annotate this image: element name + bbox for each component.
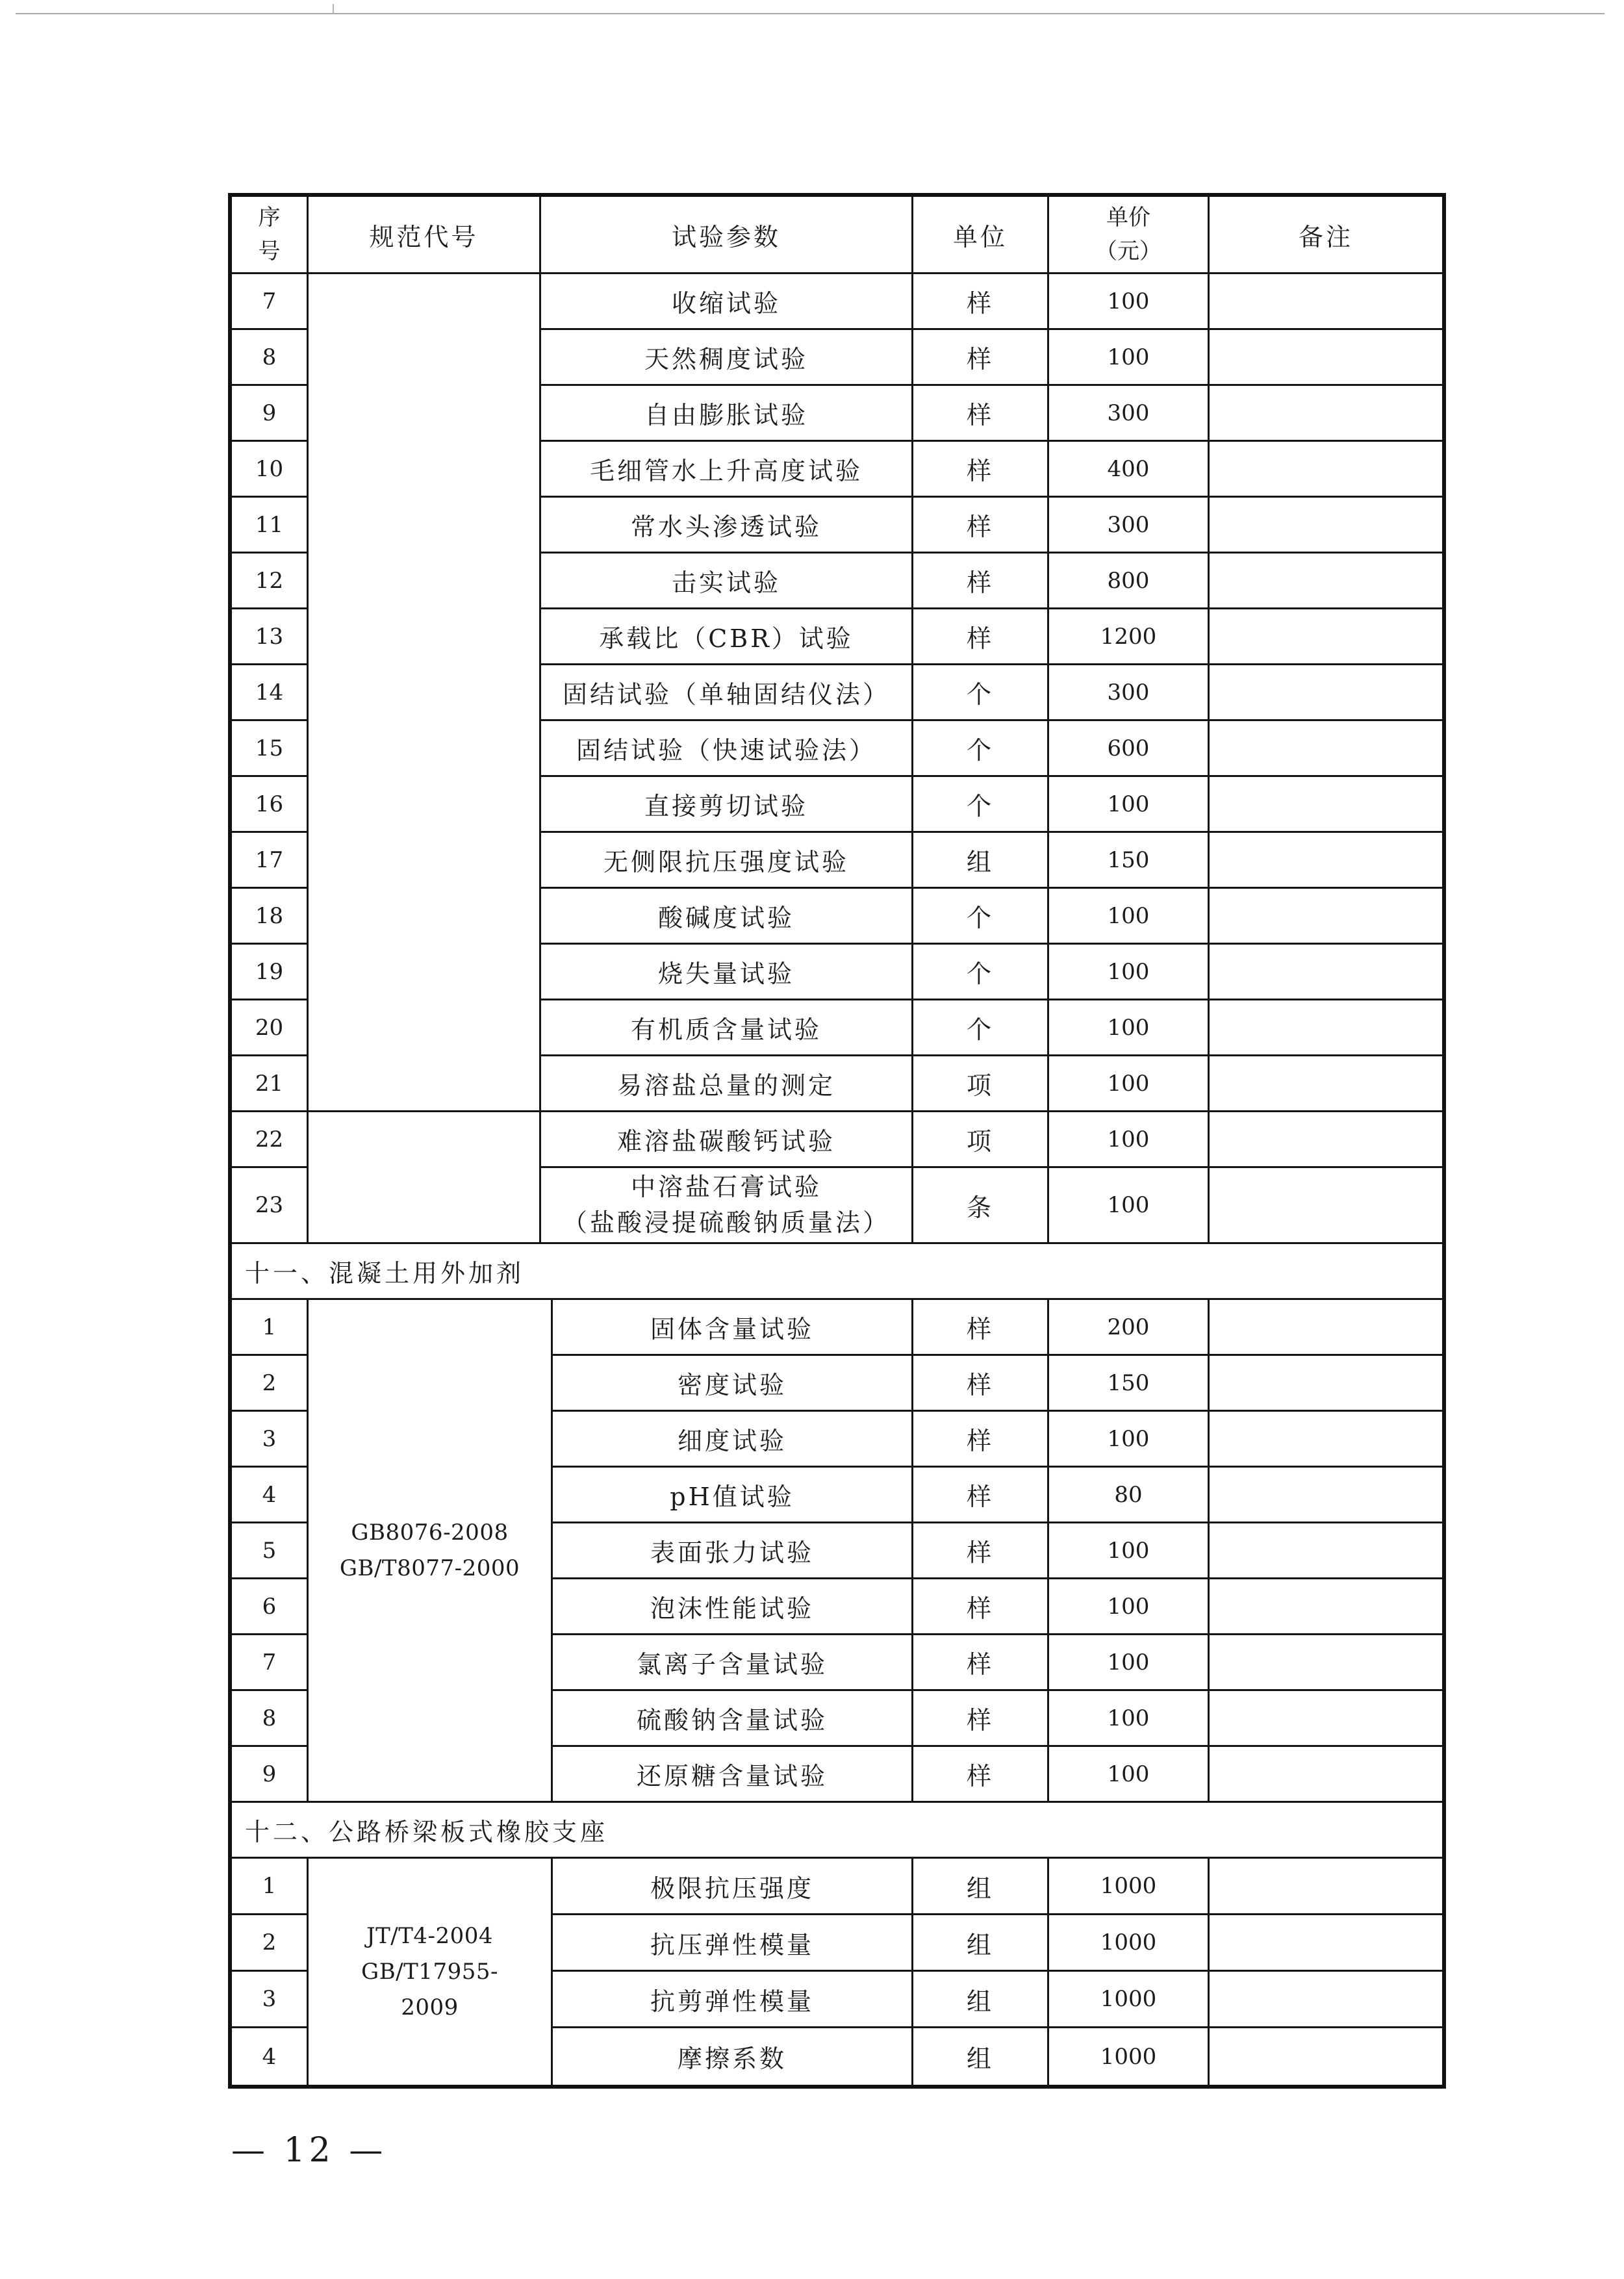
remarks-cell <box>1210 1000 1442 1056</box>
test-parameter: 摩擦系数 <box>553 2028 913 2085</box>
standard-code-cell <box>309 274 541 1112</box>
unit-price: 100 <box>1049 777 1210 833</box>
row-seq-number: 4 <box>232 2028 309 2085</box>
header-price-line: 单价 <box>1106 205 1150 231</box>
test-parameter: 难溶盐碳酸钙试验 <box>541 1112 913 1168</box>
remarks-cell <box>1210 1972 1442 2028</box>
unit-price: 200 <box>1049 1300 1210 1356</box>
unit-price: 150 <box>1049 833 1210 889</box>
test-unit: 样 <box>913 498 1049 554</box>
test-unit: 样 <box>913 1412 1049 1468</box>
row-seq-number: 2 <box>232 1915 309 1972</box>
standard-code: 2009 <box>401 1994 459 2020</box>
row-seq-number: 22 <box>232 1112 309 1168</box>
unit-price: 1000 <box>1049 1972 1210 2028</box>
remarks-cell <box>1210 386 1442 442</box>
unit-price: 80 <box>1049 1468 1210 1523</box>
section-title: 十二、公路桥梁板式橡胶支座 <box>232 1803 1442 1859</box>
unit-price: 300 <box>1049 498 1210 554</box>
row-seq-number: 18 <box>232 889 309 945</box>
table-header <box>232 197 1442 274</box>
test-unit: 个 <box>913 1000 1049 1056</box>
test-unit: 样 <box>913 1468 1049 1523</box>
unit-price: 100 <box>1049 274 1210 330</box>
row-seq-number: 9 <box>232 386 309 442</box>
test-unit: 样 <box>913 330 1049 386</box>
test-parameter: 硫酸钠含量试验 <box>553 1691 913 1747</box>
test-parameter: 酸碱度试验 <box>541 889 913 945</box>
remarks-cell <box>1210 777 1442 833</box>
row-seq-number: 2 <box>232 1356 309 1412</box>
row-seq-number: 7 <box>232 1635 309 1691</box>
header-unit: 单位 <box>913 197 1049 274</box>
unit-price: 100 <box>1049 1112 1210 1168</box>
test-parameter: 氯离子含量试验 <box>553 1635 913 1691</box>
row-seq-number: 16 <box>232 777 309 833</box>
header-unit-price <box>1049 197 1210 274</box>
unit-price: 600 <box>1049 721 1210 777</box>
table-row <box>232 1300 1442 1356</box>
remarks-cell <box>1210 1635 1442 1691</box>
row-seq-number: 20 <box>232 1000 309 1056</box>
test-parameter: 收缩试验 <box>541 274 913 330</box>
test-parameter: 自由膨胀试验 <box>541 386 913 442</box>
test-parameter: 还原糖含量试验 <box>553 1747 913 1803</box>
test-unit: 组 <box>913 1915 1049 1972</box>
row-seq-number: 3 <box>232 1972 309 2028</box>
remarks-cell <box>1210 1356 1442 1412</box>
test-unit: 组 <box>913 1859 1049 1915</box>
test-unit: 样 <box>913 1579 1049 1635</box>
test-fee-table <box>228 193 1446 2089</box>
row-seq-number: 9 <box>232 1747 309 1803</box>
test-unit: 样 <box>913 1523 1049 1579</box>
table-row <box>232 1112 1442 1168</box>
test-parameter: 抗压弹性模量 <box>553 1915 913 1972</box>
test-parameter: 有机质含量试验 <box>541 1000 913 1056</box>
unit-price: 400 <box>1049 442 1210 498</box>
table-block-admixtures <box>232 1244 1442 1803</box>
unit-price: 100 <box>1049 1579 1210 1635</box>
unit-price: 100 <box>1049 1000 1210 1056</box>
unit-price: 150 <box>1049 1356 1210 1412</box>
scan-edge-tick <box>333 4 334 14</box>
unit-price: 100 <box>1049 1747 1210 1803</box>
unit-price: 1000 <box>1049 1859 1210 1915</box>
row-seq-number: 23 <box>232 1168 309 1244</box>
test-parameter <box>541 1168 913 1244</box>
remarks-cell <box>1210 889 1442 945</box>
remarks-cell <box>1210 609 1442 665</box>
remarks-cell <box>1210 721 1442 777</box>
remarks-cell <box>1210 274 1442 330</box>
page-number: — 12 — <box>231 2131 387 2170</box>
row-seq-number: 8 <box>232 1691 309 1747</box>
unit-price: 100 <box>1049 1056 1210 1112</box>
test-parameter: 抗剪弹性模量 <box>553 1972 913 2028</box>
remarks-cell <box>1210 1468 1442 1523</box>
test-unit: 个 <box>913 665 1049 721</box>
test-parameter: 密度试验 <box>553 1356 913 1412</box>
row-seq-number: 1 <box>232 1859 309 1915</box>
unit-price: 100 <box>1049 1412 1210 1468</box>
standard-code: GB/T8077-2000 <box>339 1555 520 1581</box>
test-parameter: 固结试验（单轴固结仪法） <box>541 665 913 721</box>
standard-code: JT/T4-2004 <box>366 1922 494 1949</box>
test-unit: 个 <box>913 889 1049 945</box>
unit-price: 100 <box>1049 945 1210 1000</box>
header-seq-line: 号 <box>258 238 281 264</box>
table-body <box>232 274 1442 1244</box>
test-unit: 样 <box>913 1356 1049 1412</box>
section-title: 十一、混凝土用外加剂 <box>232 1244 1442 1300</box>
section-title-row <box>232 1803 1442 1859</box>
unit-price: 100 <box>1049 1691 1210 1747</box>
table-block-continued <box>232 197 1442 1244</box>
unit-price: 300 <box>1049 386 1210 442</box>
row-seq-number: 14 <box>232 665 309 721</box>
test-unit: 样 <box>913 1747 1049 1803</box>
row-seq-number: 6 <box>232 1579 309 1635</box>
unit-price: 100 <box>1049 1168 1210 1244</box>
test-parameter: 无侧限抗压强度试验 <box>541 833 913 889</box>
unit-price: 100 <box>1049 889 1210 945</box>
test-unit: 样 <box>913 554 1049 609</box>
remarks-cell <box>1210 1859 1442 1915</box>
test-unit: 个 <box>913 777 1049 833</box>
test-parameter: 天然稠度试验 <box>541 330 913 386</box>
unit-price: 800 <box>1049 554 1210 609</box>
table-header-row <box>232 197 1442 274</box>
remarks-cell <box>1210 1112 1442 1168</box>
standard-code-cell <box>309 1859 553 2085</box>
remarks-cell <box>1210 442 1442 498</box>
row-seq-number: 1 <box>232 1300 309 1356</box>
test-parameter: 易溶盐总量的测定 <box>541 1056 913 1112</box>
row-seq-number: 15 <box>232 721 309 777</box>
row-seq-number: 21 <box>232 1056 309 1112</box>
standard-code-cell <box>309 1300 553 1803</box>
table-row <box>232 274 1442 330</box>
row-seq-number: 3 <box>232 1412 309 1468</box>
test-unit: 样 <box>913 1691 1049 1747</box>
test-unit: 样 <box>913 274 1049 330</box>
section-title-row <box>232 1244 1442 1300</box>
remarks-cell <box>1210 1300 1442 1356</box>
test-parameter-line: （盐酸浸提硫酸钠质量法） <box>562 1208 890 1237</box>
row-seq-number: 7 <box>232 274 309 330</box>
standard-code: GB8076-2008 <box>351 1519 509 1546</box>
table-block-bearings <box>232 1803 1442 2085</box>
remarks-cell <box>1210 554 1442 609</box>
remarks-cell <box>1210 498 1442 554</box>
row-seq-number: 19 <box>232 945 309 1000</box>
header-test-parameter: 试验参数 <box>541 197 913 274</box>
test-unit: 项 <box>913 1112 1049 1168</box>
test-unit: 条 <box>913 1168 1049 1244</box>
row-seq-number: 11 <box>232 498 309 554</box>
test-parameter: 固结试验（快速试验法） <box>541 721 913 777</box>
unit-price: 1200 <box>1049 609 1210 665</box>
test-unit: 样 <box>913 442 1049 498</box>
test-unit: 个 <box>913 945 1049 1000</box>
header-standard-code: 规范代号 <box>309 197 541 274</box>
test-unit: 样 <box>913 1635 1049 1691</box>
test-parameter: 泡沫性能试验 <box>553 1579 913 1635</box>
table-body <box>232 1244 1442 1803</box>
standard-code-cell <box>309 1112 541 1244</box>
remarks-cell <box>1210 330 1442 386</box>
test-unit: 项 <box>913 1056 1049 1112</box>
unit-price: 100 <box>1049 1635 1210 1691</box>
table-row <box>232 1859 1442 1915</box>
header-seq-line: 序 <box>258 205 281 231</box>
row-seq-number: 10 <box>232 442 309 498</box>
row-seq-number: 12 <box>232 554 309 609</box>
remarks-cell <box>1210 1691 1442 1747</box>
header-price-line: （元） <box>1095 238 1161 264</box>
remarks-cell <box>1210 833 1442 889</box>
row-seq-number: 5 <box>232 1523 309 1579</box>
remarks-cell <box>1210 945 1442 1000</box>
remarks-cell <box>1210 1579 1442 1635</box>
test-parameter: 表面张力试验 <box>553 1523 913 1579</box>
remarks-cell <box>1210 1412 1442 1468</box>
header-seq-number <box>232 197 309 274</box>
remarks-cell <box>1210 665 1442 721</box>
remarks-cell <box>1210 2028 1442 2085</box>
unit-price: 100 <box>1049 330 1210 386</box>
test-unit: 组 <box>913 1972 1049 2028</box>
test-unit: 个 <box>913 721 1049 777</box>
test-parameter: 毛细管水上升高度试验 <box>541 442 913 498</box>
unit-price: 1000 <box>1049 2028 1210 2085</box>
row-seq-number: 13 <box>232 609 309 665</box>
remarks-cell <box>1210 1056 1442 1112</box>
scan-edge-line <box>16 13 1605 14</box>
table-body <box>232 1803 1442 2085</box>
test-unit: 样 <box>913 386 1049 442</box>
test-parameter: 承载比（CBR）试验 <box>541 609 913 665</box>
test-parameter: 常水头渗透试验 <box>541 498 913 554</box>
unit-price: 300 <box>1049 665 1210 721</box>
remarks-cell <box>1210 1915 1442 1972</box>
remarks-cell <box>1210 1168 1442 1244</box>
test-unit: 组 <box>913 2028 1049 2085</box>
test-unit: 样 <box>913 609 1049 665</box>
test-parameter: 烧失量试验 <box>541 945 913 1000</box>
unit-price: 1000 <box>1049 1915 1210 1972</box>
remarks-cell <box>1210 1523 1442 1579</box>
test-parameter: 固体含量试验 <box>553 1300 913 1356</box>
test-parameter: 击实试验 <box>541 554 913 609</box>
test-parameter: pH值试验 <box>553 1468 913 1523</box>
header-remarks: 备注 <box>1210 197 1442 274</box>
test-unit: 组 <box>913 833 1049 889</box>
row-seq-number: 8 <box>232 330 309 386</box>
test-parameter: 直接剪切试验 <box>541 777 913 833</box>
row-seq-number: 4 <box>232 1468 309 1523</box>
remarks-cell <box>1210 1747 1442 1803</box>
test-parameter: 细度试验 <box>553 1412 913 1468</box>
test-parameter: 极限抗压强度 <box>553 1859 913 1915</box>
test-parameter-line: 中溶盐石膏试验 <box>630 1173 822 1201</box>
row-seq-number: 17 <box>232 833 309 889</box>
standard-code: GB/T17955- <box>361 1958 498 1985</box>
test-unit: 样 <box>913 1300 1049 1356</box>
unit-price: 100 <box>1049 1523 1210 1579</box>
